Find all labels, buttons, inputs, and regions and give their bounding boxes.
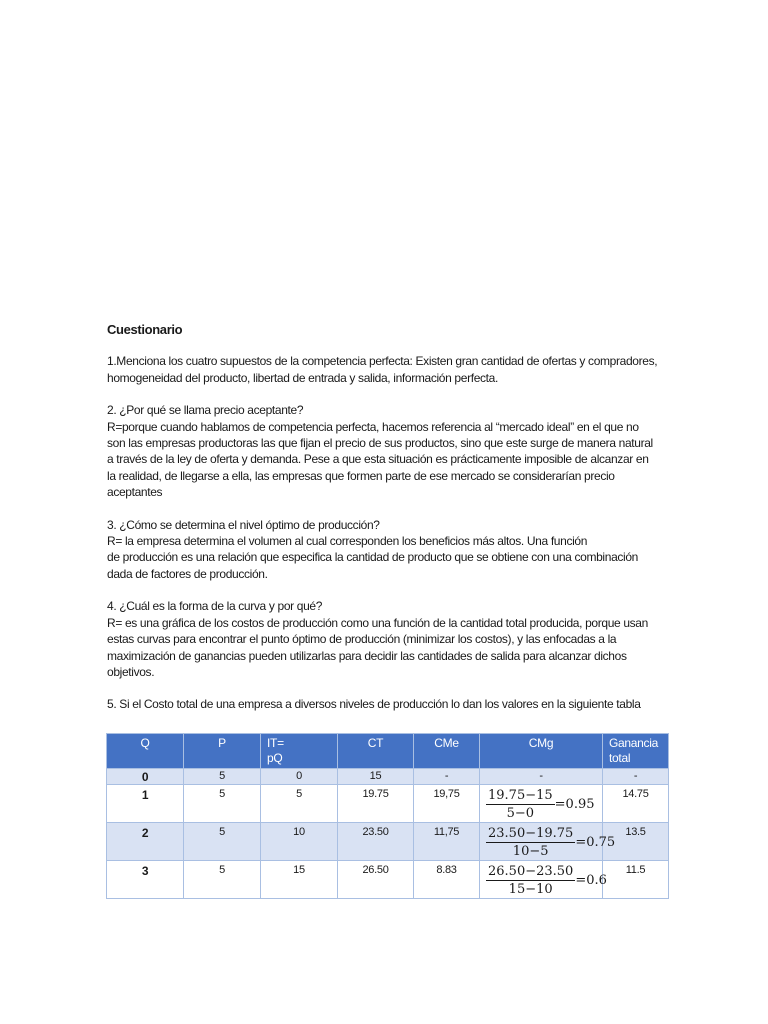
questionnaire-title: Cuestionario — [107, 322, 183, 337]
question-2 — [107, 402, 667, 500]
fraction-denominator: 15−10 — [508, 882, 553, 897]
header-ganancia — [603, 734, 669, 769]
question-3 — [107, 517, 667, 583]
cmg-result: =0.6 — [575, 873, 607, 888]
cell-ganancia: 14.75 — [603, 785, 669, 823]
text-line: objetivos. — [107, 664, 155, 679]
header-ct: CT — [338, 734, 414, 769]
cell-q: 0 — [107, 769, 184, 785]
cmg-result: =0.75 — [575, 835, 616, 850]
cell-ct: 19.75 — [338, 785, 414, 823]
text-line: de producción es una relación que especifica la cantidad de producto que se obtiene con una combinación — [107, 550, 639, 565]
text-line: a través de la ley de oferta y demanda. Pese a que esta situación es prácticamente imposible de alcanzar en — [107, 452, 649, 467]
table-row — [107, 823, 669, 861]
text-line: R= la empresa determina el volumen al cual corresponden los beneficios más altos. Una función — [107, 534, 588, 549]
cell-p: 5 — [184, 769, 261, 785]
header-it — [261, 734, 338, 769]
cell-ct: 15 — [338, 769, 414, 785]
cmg-result: =0.95 — [554, 797, 595, 812]
cell-ganancia: - — [603, 769, 669, 785]
header-it-line1: IT= — [267, 736, 284, 750]
cell-cmg — [480, 861, 607, 899]
cell-q: 1 — [107, 785, 184, 823]
cell-it: 5 — [261, 785, 338, 823]
text-line: 2. ¿Por qué se llama precio aceptante? — [107, 403, 304, 418]
fraction-numerator: 19.75−15 — [488, 788, 553, 803]
text-line: R= es una gráfica de los costos de producción como una función de la cantidad total producida, porque usan — [107, 615, 648, 630]
cell-cme: - — [414, 769, 480, 785]
table-header-row — [107, 734, 669, 769]
text-line: estas curvas para encontrar el punto óptimo de producción (minimizar los costos), y las enfocadas a la — [107, 632, 617, 647]
cell-it: 10 — [261, 823, 338, 861]
cell-it: 15 — [261, 861, 338, 899]
cost-table — [106, 733, 669, 899]
cell-ct: 23.50 — [338, 823, 414, 861]
question-1 — [107, 353, 667, 386]
text-line: R=porque cuando hablamos de competencia perfecta, hacemos referencia al “mercado ideal” en el que no — [107, 419, 639, 434]
text-line: 1.Menciona los cuatro supuestos de la competencia perfecta: Existen gran cantidad de ofertas y compradores, — [107, 354, 658, 369]
cmg-fraction — [486, 826, 575, 859]
cell-p: 5 — [184, 823, 261, 861]
text-line: 5. Si el Costo total de una empresa a diversos niveles de producción lo dan los valores en la siguiente tabla — [107, 697, 641, 712]
table-row — [107, 861, 669, 899]
text-line: 4. ¿Cuál es la forma de la curva y por qué? — [107, 599, 323, 614]
text-line: homogeneidad del producto, libertad de entrada y salida, información perfecta. — [107, 370, 498, 385]
cell-q: 3 — [107, 861, 184, 899]
cell-q: 2 — [107, 823, 184, 861]
cell-ct: 26.50 — [338, 861, 414, 899]
text-line: maximización de ganancias pueden utilizarlas para decidir las cantidades de salida para alcanzar dichos — [107, 648, 627, 663]
text-line: son las empresas productoras las que fijan el precio de sus productos, sino que este surge de manera natural — [107, 436, 653, 451]
fraction-denominator: 5−0 — [506, 806, 535, 821]
question-5 — [107, 696, 667, 712]
cmg-fraction — [486, 788, 555, 821]
cell-cmg: - — [480, 769, 603, 785]
questionnaire — [107, 322, 667, 729]
cell-ganancia: 11.5 — [603, 861, 669, 899]
cell-cmg — [480, 823, 616, 861]
header-cme: CMe — [414, 734, 480, 769]
table-row — [107, 769, 669, 785]
fraction-denominator: 10−5 — [512, 844, 549, 859]
fraction-numerator: 23.50−19.75 — [488, 826, 574, 841]
header-p: P — [184, 734, 261, 769]
cell-cmg — [480, 785, 603, 823]
text-line: 3. ¿Cómo se determina el nivel óptimo de producción? — [107, 517, 380, 532]
header-cmg: CMg — [480, 734, 603, 769]
table-row — [107, 785, 669, 823]
header-q: Q — [107, 734, 184, 769]
header-ganancia-line2: total — [609, 751, 631, 765]
cell-cme: 11,75 — [414, 823, 480, 861]
fraction-numerator: 26.50−23.50 — [488, 864, 574, 879]
cmg-fraction — [486, 864, 575, 897]
cell-cme: 8.83 — [414, 861, 480, 899]
text-line: la realidad, de llegarse a ella, las empresas que formen parte de ese mercado se considerarían precio — [107, 468, 615, 483]
header-ganancia-line1: Ganancia — [609, 736, 658, 750]
cell-ganancia: 13.5 — [603, 823, 669, 861]
text-line: aceptantes — [107, 485, 163, 500]
header-it-line2: pQ — [267, 751, 283, 765]
cell-p: 5 — [184, 861, 261, 899]
cell-p: 5 — [184, 785, 261, 823]
question-4 — [107, 598, 667, 680]
text-line: dada de factores de producción. — [107, 566, 268, 581]
cell-it: 0 — [261, 769, 338, 785]
cell-cme: 19,75 — [414, 785, 480, 823]
